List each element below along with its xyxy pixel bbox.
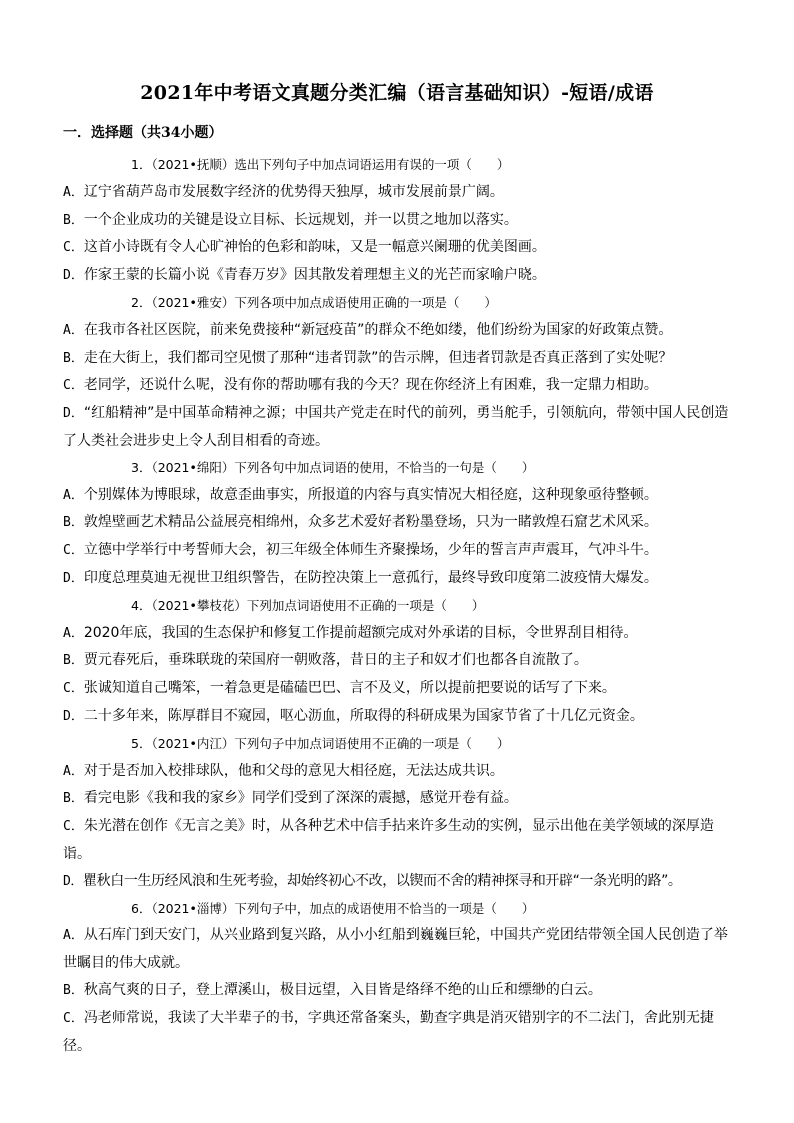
question-2 <box>63 290 735 455</box>
question-4 <box>63 593 735 731</box>
option-c: C．老同学，还说什么呢，没有你的帮助哪有我的今天？现在你经济上有困难，我一定鼎力相助。 <box>63 377 658 394</box>
option-d: D．瞿秋白一生历经风浪和生死考验，却始终初心不改，以锲而不舍的精神探寻和开辟“一条光明的路”。 <box>63 872 682 889</box>
option-c: C．冯老师常说，我读了大半辈子的书，字典还常备案头，勤查字典是消灭错别字的不二法门，舍此别无捷径。 <box>63 1009 714 1054</box>
option-a: A．对于是否加入校排球队，他和父母的意见大相径庭，无法达成共识。 <box>63 762 504 779</box>
option-a: A．从石库门到天安门，从兴业路到复兴路，从小小红船到巍巍巨轮，中国共产党团结带领全国人民创造了举世瞩目的伟大成就。 <box>63 927 728 972</box>
question-3 <box>63 455 735 593</box>
question-stem: 2．（2021•雅安）下列各项中加点成语使用正确的一项是（ ） <box>131 294 497 310</box>
option-a: A．辽宁省葫芦岛市发展数字经济的优势得天独厚，城市发展前景广阔。 <box>63 183 504 200</box>
section-heading: 一．选择题（共34小题） <box>63 125 223 141</box>
option-b: B．一个企业成功的关键是设立目标、长远规划，并一以贯之地加以落实。 <box>63 211 518 228</box>
option-c: C．朱光潜在创作《无言之美》时，从各种艺术中信手拈来许多生动的实例，显示出他在美学领域的深厚造诣。 <box>63 818 714 862</box>
option-c: C．这首小诗既有令人心旷神怡的色彩和韵味，又是一幅意兴阑珊的优美图画。 <box>63 239 546 256</box>
question-list <box>63 152 735 1059</box>
question-6 <box>63 896 735 1060</box>
question-5 <box>63 731 735 896</box>
option-a: A．在我市各社区医院，前来免费接种“新冠疫苗”的群众不绝如缕，他们纷纷为国家的好政策点赞。 <box>63 321 673 338</box>
question-stem: 3．（2021•绵阳）下列各句中加点词语的使用，不恰当的一句是（ ） <box>131 459 535 475</box>
document-title: 2021年中考语文真题分类汇编（语言基础知识）-短语/成语 <box>140 82 654 104</box>
option-a: A．2020年底，我国的生态保护和修复工作提前超额完成对外承诺的目标，令世界刮目相待。 <box>63 624 638 641</box>
option-b: B．贾元春死后，垂珠联珑的荣国府一朝败落，昔日的主子和奴才们也都各自流散了。 <box>63 652 588 669</box>
question-stem: 1．（2021•抚顺）选出下列句子中加点词语运用有误的一项（ ） <box>131 157 510 172</box>
option-b: B．秋高气爽的日子，登上潭溪山，极目远望，入目皆是络绎不绝的山丘和缥缈的白云。 <box>63 981 602 998</box>
option-b: B．看完电影《我和我的家乡》同学们受到了深深的震撼，感觉开卷有益。 <box>63 790 518 807</box>
question-stem: 6．（2021•淄博）下列句子中，加点的成语使用不恰当的一项是（ ） <box>131 900 535 916</box>
option-b: B．走在大街上，我们都司空见惯了那种“违者罚款”的告示牌，但违者罚款是否真正落到了实处呢？ <box>63 349 673 366</box>
option-d: D．作家王蒙的长篇小说《青春万岁》因其散发着理想主义的光芒而家喻户晓。 <box>63 267 546 284</box>
question-1 <box>63 152 735 290</box>
option-c: C．立德中学举行中考誓师大会，初三年级全体师生齐聚操场，少年的誓言声声震耳，气冲斗牛。 <box>63 542 658 559</box>
option-c: C．张诚知道自己嘴笨，一着急更是磕磕巴巴、言不及义，所以提前把要说的话写了下来。 <box>63 680 616 697</box>
option-a: A．个别媒体为博眼球，故意歪曲事实，所报道的内容与真实情况大相径庭，这种现象亟待整顿。 <box>63 486 658 503</box>
question-stem: 5．（2021•内江）下列句子中加点词语使用不正确的一项是（ ） <box>131 735 510 751</box>
option-d: D．二十多年来，陈厚群目不窥园，呕心沥血，所取得的科研成果为国家节省了十几亿元资金。 <box>63 707 644 724</box>
question-stem: 4．（2021•攀枝花）下列加点词语使用不正确的一项是（ ） <box>131 597 485 613</box>
option-b: B．敦煌壁画艺术精品公益展亮相绵州，众多艺术爱好者粉墨登场，只为一睹敦煌石窟艺术风采。 <box>63 514 658 531</box>
option-d: D．印度总理莫迪无视世卫组织警告，在防控决策上一意孤行，最终导致印度第二波疫情大爆发。 <box>63 569 658 586</box>
option-d: D．“红船精神”是中国革命精神之源；中国共产党走在时代的前列，勇当舵手，引领航向，带领中国人民创造了人类社会进步史上令人刮目相看的奇迹。 <box>63 405 729 449</box>
